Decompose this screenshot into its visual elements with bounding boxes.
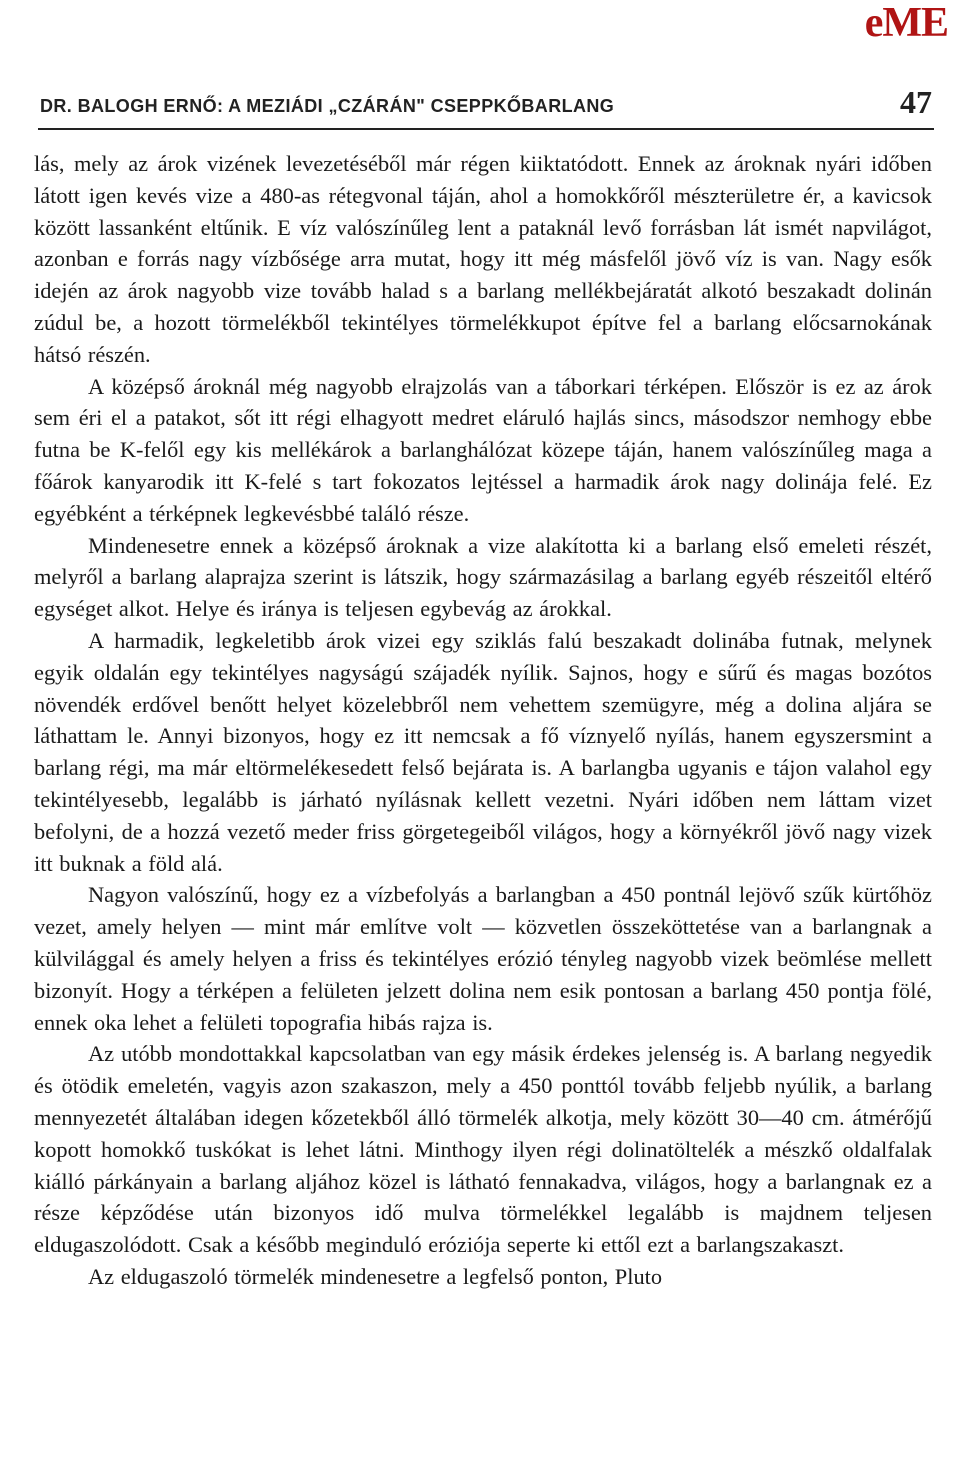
page-number: 47 — [900, 84, 932, 120]
paragraph: A középső ároknál még nagyobb elrajzolás van a táborkari térképen. Először is ez az árok sem éri el a patakot, sőt itt régi elhagyott medret eláruló hajlás sincs, másodszor nemhogy ebbe futna be K-felől egy kis mellékárok a barlanghálózat közepe táján, hanem valószínűleg maga a főárok kanyarodik itt K-felé s tart fokozatos lejtéssel a harmadik árok nagy dolinája felé. Ez egyébként a térképnek legkevésbbé találó része. — [34, 373, 932, 526]
page-header — [38, 84, 934, 130]
paragraph: Az eldugaszoló törmelék mindenesetre a legfelső ponton, Pluto — [88, 1263, 663, 1289]
article-body — [34, 148, 932, 1293]
paragraph: Nagyon valószínű, hogy ez a vízbefolyás a barlangban a 450 pontnál lejövő szűk kürtőhöz vezet, amely helyen — mint már említve volt — közvetlen összeköttetése van a barlangnak a külvilággal és amely helyen a friss és tekintélyes erózió tényleg nagyobb vizek beömlése mellett bizonyít. Hogy a térképen a felületen jelzett dolina nem esik pontosan a barlang 450 pontja fölé, ennek oka lehet a felületi topografia hibás rajza is. — [34, 882, 932, 1035]
paragraph-continued: lás, mely az árok vizének levezetéséből már régen kiiktatódott. Ennek az ároknak nyári időben látott igen kevés vize a 480-as rétegvonal táján, ahol a homokkőről mészterületre ér, a kavicsok között lassanként eltűnik. E víz valószínűleg lent a pataknál levő forrásban lát ismét napvilágot, azonban e forrás nagy vízbősége arra mutat, hogy itt még másfelől jövő víz is van. Nagy esők idején az árok nagyobb vize tovább halad s a barlang mellékbejáratát alkotó beszakadt dolinán zúdul be, a hozott törmelékből tekintélyes törmelékkupot építve fel a barlang előcsarnokának hátsó részén. — [34, 151, 932, 367]
running-head: DR. BALOGH ERNŐ: A MEZIÁDI „CZÁRÁN" CSEPPKŐBARLANG — [40, 96, 615, 116]
publisher-logo: eME — [864, 0, 948, 46]
paragraph: A harmadik, legkeletibb árok vizei egy sziklás falú beszakadt dolinába futnak, melynek egyik oldalán egy tekintélyes nagyságú szájadék nyílik. Sajnos, hogy e sűrű és magas bozótos növendék erdővel benőtt helyet közelebbről nem vehettem szemügyre, még a dolina aljára se láthattam le. Annyi bizonyos, hogy ez itt nemcsak a fő víznyelő nyílás, hanem egyszersmint a barlang régi, ma már eltörmelékesedett felső bejárata is. A barlangba ugyanis e tájon valahol egy tekintélyesebb, legalább is járható nyílásnak kellett vezetni. Nyári időben nem láttam vizet befolyni, de a hozzá vezető meder friss görgetegeiből világos, hogy a környékről jövő nagy vizek itt buknak a föld alá. — [34, 627, 932, 876]
paragraph: Az utóbb mondottakkal kapcsolatban van egy másik érdekes jelenség is. A barlang negyedik és ötödik emeletén, vagyis azon szakaszon, mely a 450 ponttól tovább feljebb nyúlik, a barlang mennyezetét általában idegen kőzetekből álló törmelék alkotja, mely között 30—40 cm. átmérőjű kopott homokkő tuskókat is lehet látni. Minthogy ilyen régi dolinatöltelék a mészkő oldalfalak kiálló párkányain a barlang aljához közel is látható fennakadva, világos, hogy a barlangnak ez a része képződése után bizonyos idő mulva törmelékkel legalább is majdnem teljesen eldugaszolódott. Csak a később meginduló eróziója seperte ki ettől ezt a barlangszakaszt. — [34, 1041, 932, 1258]
paragraph: Mindenesetre ennek a középső ároknak a vize alakította ki a barlang első emeleti részét, melyről a barlang alaprajza szerint is látszik, hogy származásilag a barlang egyéb részeitől eltérő egységet alkot. Helye és iránya is teljesen egybevág az árokkal. — [34, 532, 932, 622]
